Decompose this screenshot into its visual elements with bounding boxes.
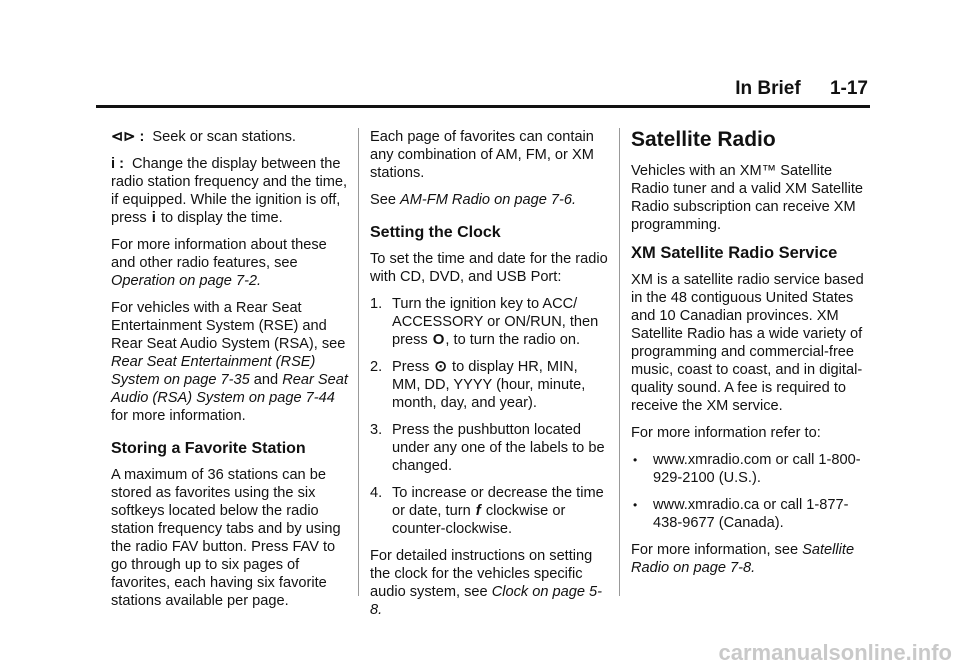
watermark: carmanualsonline.info: [718, 640, 952, 665]
info-icon: i: [111, 156, 116, 172]
column-2: [370, 128, 610, 628]
see-more-paragraph: For more information, see Satellite Radio on page 7-8.: [631, 542, 855, 576]
cross-reference: Rear Seat Audio (RSA) System on page 7-44: [111, 372, 348, 406]
cross-reference: Satellite Radio on page 7-8.: [631, 542, 855, 576]
satellite-heading: Satellite Radio: [631, 128, 776, 151]
bullet-icon: •: [633, 453, 638, 467]
seek-item: ⊲⊳ : Seek or scan stations.: [111, 129, 296, 145]
clock-icon: ⊙: [434, 358, 447, 375]
clock-intro: To set the time and date for the radio with CD, DVD, and USB Port:: [370, 251, 608, 285]
column-divider: [358, 128, 359, 596]
cross-reference: Operation on page 7-2.: [111, 273, 262, 289]
more-info-paragraph: For more information about these and other radio features, see Operation on page 7-2.: [111, 237, 327, 289]
satellite-paragraph: Vehicles with an XM™ Satellite Radio tuner and a valid XM Satellite Radio subscription can receive XM programming.: [631, 163, 864, 233]
step-item: 4. To increase or decrease the time or date, turn f clockwise or counter-clockwise.: [370, 485, 604, 537]
power-icon: O: [432, 331, 445, 348]
list-item: • www.xmradio.ca or call 1-877-438-9677 (Canada).: [633, 497, 849, 531]
cross-reference: Rear Seat Entertainment (RSE) System on page 7-35: [111, 354, 316, 388]
storing-paragraph: A maximum of 36 stations can be stored as favorites using the six softkeys located below the radio station frequency tabs and by using the radio FAV button. Press FAV to go through up to six pages of favorites, each having six favorite stations available per page.: [111, 467, 341, 609]
step-item: 3. Press the pushbutton located under any one of the labels to be changed.: [370, 422, 605, 474]
cross-reference: AM-FM Radio on page 7-6.: [400, 192, 577, 208]
info-item: i : Change the display between the radio station frequency and the time, if equipped. While the ignition is off, press i to display the time.: [111, 156, 348, 226]
page-header: [735, 78, 868, 100]
tune-knob-icon: f: [475, 502, 481, 519]
xm-service-heading: XM Satellite Radio Service: [631, 244, 838, 262]
rse-paragraph: For vehicles with a Rear Seat Entertainment System (RSE) and Rear Seat Audio System (RSA), see Rear Seat Entertainment (RSE) System on page 7-35 and Rear Seat Audio (RSA) System on page 7-44 for more information.: [111, 300, 348, 424]
section-title: In Brief: [735, 78, 801, 99]
favorites-paragraph: Each page of favorites can contain any combination of AM, FM, or XM stations.: [370, 129, 594, 181]
clock-heading: Setting the Clock: [370, 224, 501, 241]
detail-paragraph: For detailed instructions on setting the clock for the vehicles specific audio system, see Clock on page 5-8.: [370, 548, 603, 618]
header-rule: [96, 105, 870, 108]
step-item: 2. Press ⊙ to display HR, MIN, MM, DD, YYYY (hour, minute, month, day, and year).: [370, 358, 586, 411]
step-item: 1. Turn the ignition key to ACC/ ACCESSORY or ON/RUN, then press O, to turn the radio on.: [370, 296, 599, 348]
refer-paragraph: For more information refer to:: [631, 425, 821, 441]
list-item: • www.xmradio.com or call 1-800-929-2100 (U.S.).: [633, 452, 861, 486]
column-divider: [619, 128, 620, 596]
storing-heading: Storing a Favorite Station: [111, 440, 306, 457]
xm-service-paragraph: XM is a satellite radio service based in the 48 contiguous United States and 10 Canadian provinces. XM Satellite Radio has a wide variety of programming and commercial-free music, coast to coast, and in digital-quality sound. A fee is required to receive the XM service.: [631, 272, 864, 414]
page-number: 1-17: [829, 78, 868, 99]
see-paragraph: See AM-FM Radio on page 7-6.: [370, 192, 577, 208]
bullet-icon: •: [633, 498, 638, 512]
column-1: [111, 128, 351, 619]
info-icon: i: [151, 209, 156, 226]
column-3: [631, 128, 871, 586]
cross-reference: Clock on page 5-8.: [370, 584, 603, 618]
seek-icon: ⊲⊳: [111, 129, 136, 145]
